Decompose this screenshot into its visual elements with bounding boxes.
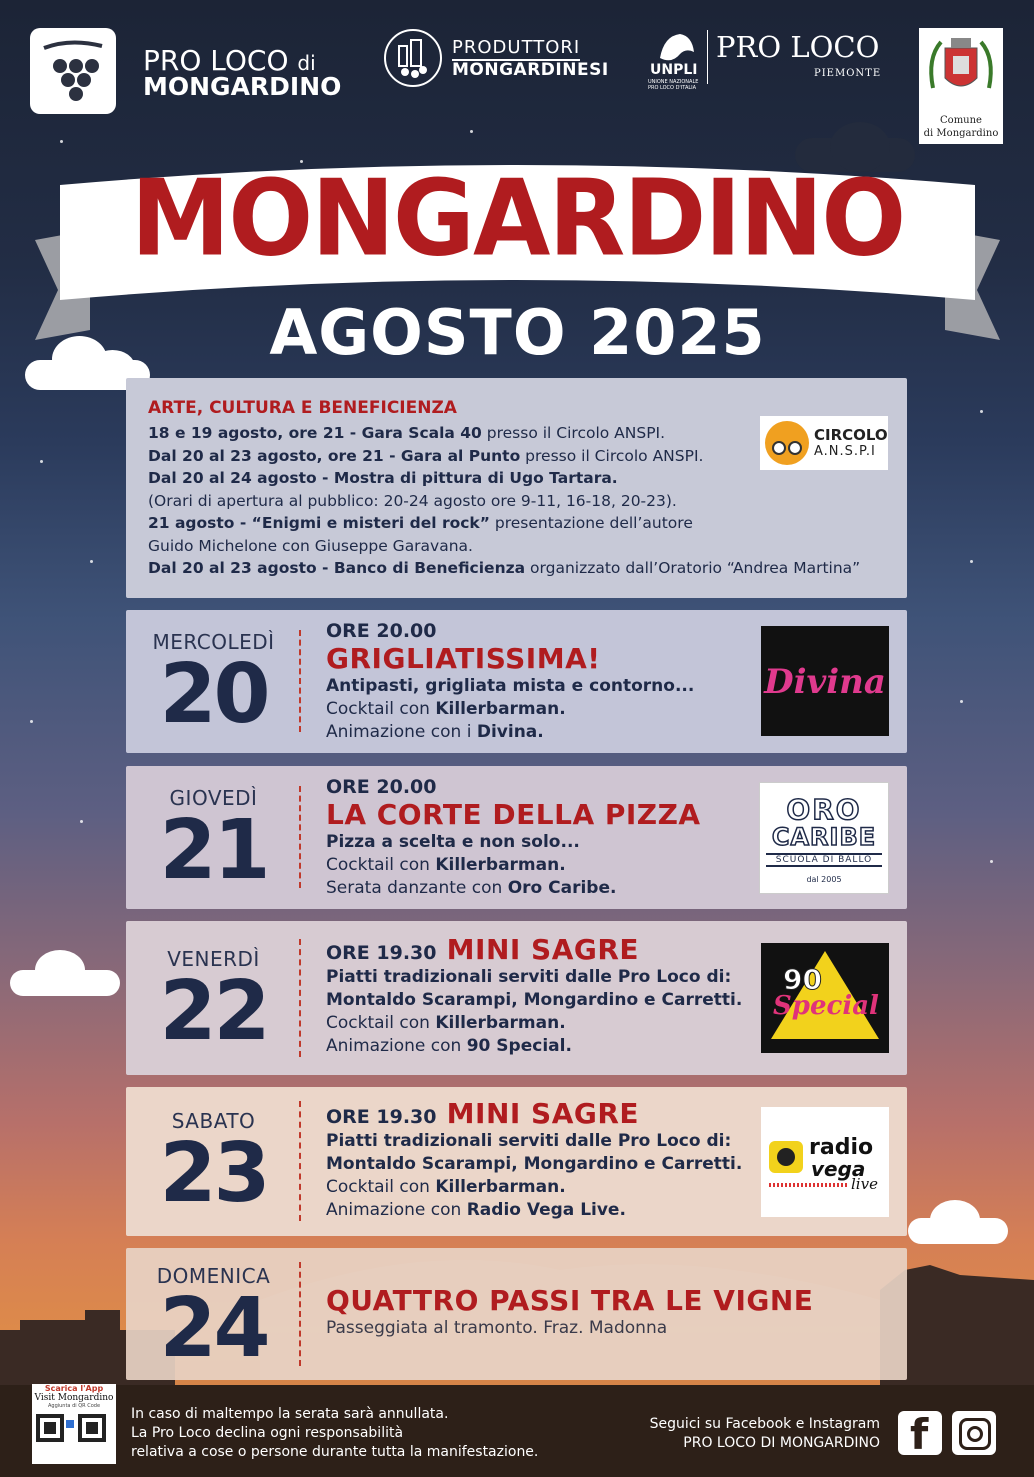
anspi-icon	[762, 418, 812, 468]
arte-line: 18 e 19 agosto, ore 21 - Gara Scala 40 presso il Circolo ANSPI.	[148, 424, 666, 442]
event-line: Cocktail con Killerbarman.	[326, 855, 566, 875]
arte-card	[126, 378, 907, 598]
app-qr-label: Aggiunta di QR Code	[47, 1403, 101, 1409]
pro-loco-piemonte-label: PRO LOCO	[716, 30, 880, 64]
day-number: 21	[159, 803, 268, 898]
di-text: di	[297, 51, 316, 75]
day-box	[126, 786, 301, 898]
event-heading	[326, 1097, 742, 1130]
event-time: ORE 19.30	[326, 1106, 437, 1128]
separator	[299, 939, 301, 1057]
piemonte-label: PIEMONTE	[814, 68, 882, 79]
event-line: Cocktail con Killerbarman.	[326, 1177, 566, 1197]
event-card-21	[126, 766, 907, 909]
social-line: PRO LOCO DI MONGARDINO	[683, 1435, 880, 1451]
page-title: MONGARDINO	[130, 157, 905, 280]
event-line: Passeggiata al tramonto. Fraz. Madonna	[326, 1318, 668, 1338]
event-content	[326, 1097, 742, 1222]
oro-caribe-text: CARIBE	[771, 823, 877, 851]
arte-line: Dal 20 al 23 agosto, ore 21 - Gara al Punto presso il Circolo ANSPI.	[148, 446, 704, 465]
mongardinesi-label: MONGARDINESI	[452, 60, 609, 80]
event-line: Cocktail con Killerbarman.	[326, 1013, 566, 1033]
event-content	[326, 1284, 813, 1340]
page-subtitle: AGOSTO 2025	[269, 296, 766, 369]
day-name: MERCOLEDÌ	[152, 630, 275, 654]
event-line: Piatti tradizionali serviti dalle Pro Loco di:	[326, 967, 732, 987]
arte-line: (Orari di apertura al pubblico: 20-24 agosto ore 9-11, 16-18, 20-23).	[148, 491, 677, 510]
event-time: ORE 19.30	[326, 942, 437, 964]
event-line: Animazione con 90 Special.	[326, 1036, 572, 1056]
arte-line: Guido Michelone con Giuseppe Garavana.	[148, 536, 473, 555]
90-special-number: 90	[783, 963, 822, 996]
event-content	[326, 776, 701, 900]
day-name: SABATO	[171, 1109, 256, 1133]
event-card-22	[126, 921, 907, 1075]
event-line: Pizza a scelta e non solo...	[326, 832, 580, 852]
event-title: GRIGLIATISSIMA!	[326, 642, 601, 675]
day-box	[126, 1264, 301, 1376]
oro-caribe-since: dal 2005	[806, 875, 842, 884]
circolo-label: CIRCOLO	[814, 426, 888, 444]
day-number: 20	[159, 647, 268, 742]
arte-line: Dal 20 al 24 agosto - Mostra di pittura di Ugo Tartara.	[148, 469, 618, 487]
radio-vega-logo	[761, 1107, 889, 1217]
unpli-sub-label: UNIONE NAZIONALE PRO LOCO D'ITALIA	[648, 79, 699, 91]
grape-icon	[30, 28, 116, 114]
day-name: GIOVEDÌ	[169, 786, 258, 810]
unpli-label: UNPLI	[650, 62, 698, 78]
event-time: ORE 20.00	[326, 620, 437, 642]
qr-code-icon	[32, 1412, 116, 1462]
day-name: DOMENICA	[156, 1264, 271, 1288]
app-download-box[interactable]	[32, 1384, 116, 1464]
90-special-text: Special	[773, 991, 879, 1021]
radio-vega-icon	[767, 1137, 807, 1177]
separator	[299, 630, 301, 732]
day-box	[126, 630, 301, 742]
pro-loco-text: PRO LOCO	[143, 44, 289, 77]
mongardino-label: MONGARDINO	[143, 72, 342, 101]
event-card-20	[126, 610, 907, 753]
social-line: Seguici su Facebook e Instagram	[649, 1416, 880, 1432]
app-download-label: Scarica l'App	[44, 1384, 104, 1393]
event-line: Antipasti, grigliata mista e contorno...	[326, 676, 695, 696]
comune-logo	[919, 28, 1003, 144]
instagram-icon[interactable]	[952, 1411, 996, 1455]
divina-logo	[761, 626, 889, 736]
day-number: 24	[159, 1281, 268, 1376]
vega-label: vega	[811, 1157, 866, 1181]
90-special-logo	[761, 943, 889, 1053]
day-number: 22	[159, 964, 268, 1059]
day-number: 23	[159, 1126, 268, 1221]
separator	[299, 1262, 301, 1366]
event-line: Animazione con i Divina.	[326, 722, 544, 742]
weather-line: In caso di maltempo la serata sarà annullata.	[131, 1406, 449, 1422]
comune-label: Comune	[940, 115, 982, 126]
event-content	[326, 933, 742, 1058]
arte-heading: ARTE, CULTURA E BENEFICIENZA	[148, 398, 457, 418]
circolo-anspi-logo	[760, 416, 888, 470]
waveform	[769, 1183, 849, 1187]
social-notice	[600, 1415, 880, 1453]
app-name-label: Visit Mongardino	[34, 1393, 114, 1403]
coat-of-arms-icon	[919, 28, 1003, 108]
produttori-label: PRODUTTORI	[452, 37, 580, 61]
weather-notice	[131, 1405, 538, 1462]
day-box	[126, 1109, 301, 1221]
event-title: MINI SAGRE	[446, 1097, 640, 1130]
day-name: VENERDÌ	[167, 947, 260, 971]
weather-line: La Pro Loco declina ogni responsabilità	[131, 1425, 404, 1441]
event-content	[326, 620, 694, 744]
comune-name-label: di Mongardino	[923, 128, 999, 139]
event-title: MINI SAGRE	[446, 933, 640, 966]
italy-icon	[650, 28, 700, 66]
event-line: Montaldo Scarampi, Mongardino e Carretti.	[326, 990, 743, 1010]
pro-loco-mongardino-logo	[30, 28, 116, 114]
event-line: Piatti tradizionali serviti dalle Pro Loco di:	[326, 1131, 732, 1151]
weather-line: relativa a cose o persone durante tutta la manifestazione.	[131, 1444, 539, 1460]
event-line: Montaldo Scarampi, Mongardino e Carretti.	[326, 1154, 743, 1174]
event-line: Cocktail con Killerbarman.	[326, 699, 566, 719]
event-title: LA CORTE DELLA PIZZA	[326, 798, 701, 831]
separator	[299, 1101, 301, 1221]
oro-caribe-logo	[759, 782, 889, 894]
event-card-24	[126, 1248, 907, 1380]
divina-logo-text: Divina	[764, 662, 886, 702]
event-line: Serata danzante con Oro Caribe.	[326, 878, 617, 898]
divider	[707, 30, 708, 84]
arte-line: Dal 20 al 23 agosto - Banco di Beneficienza organizzato dall’Oratorio “Andrea Martina”	[148, 559, 861, 577]
facebook-icon[interactable]: f	[898, 1411, 942, 1455]
oro-caribe-text: ORO	[786, 793, 862, 826]
event-line: Animazione con Radio Vega Live.	[326, 1200, 626, 1220]
live-label: live	[851, 1175, 878, 1193]
event-heading	[326, 933, 742, 966]
anspi-label: A.N.S.P.I	[814, 444, 876, 459]
event-title: QUATTRO PASSI TRA LE VIGNE	[326, 1284, 814, 1317]
arte-line: 21 agosto - “Enigmi e misteri del rock” presentazione dell’autore	[148, 514, 693, 532]
produttori-logo-icon	[383, 28, 443, 88]
event-time: ORE 20.00	[326, 776, 437, 798]
oro-caribe-sub: SCUOLA DI BALLO	[766, 853, 882, 867]
event-card-23	[126, 1087, 907, 1236]
separator	[299, 786, 301, 888]
radio-label: radio	[809, 1135, 874, 1160]
day-box	[126, 947, 301, 1059]
